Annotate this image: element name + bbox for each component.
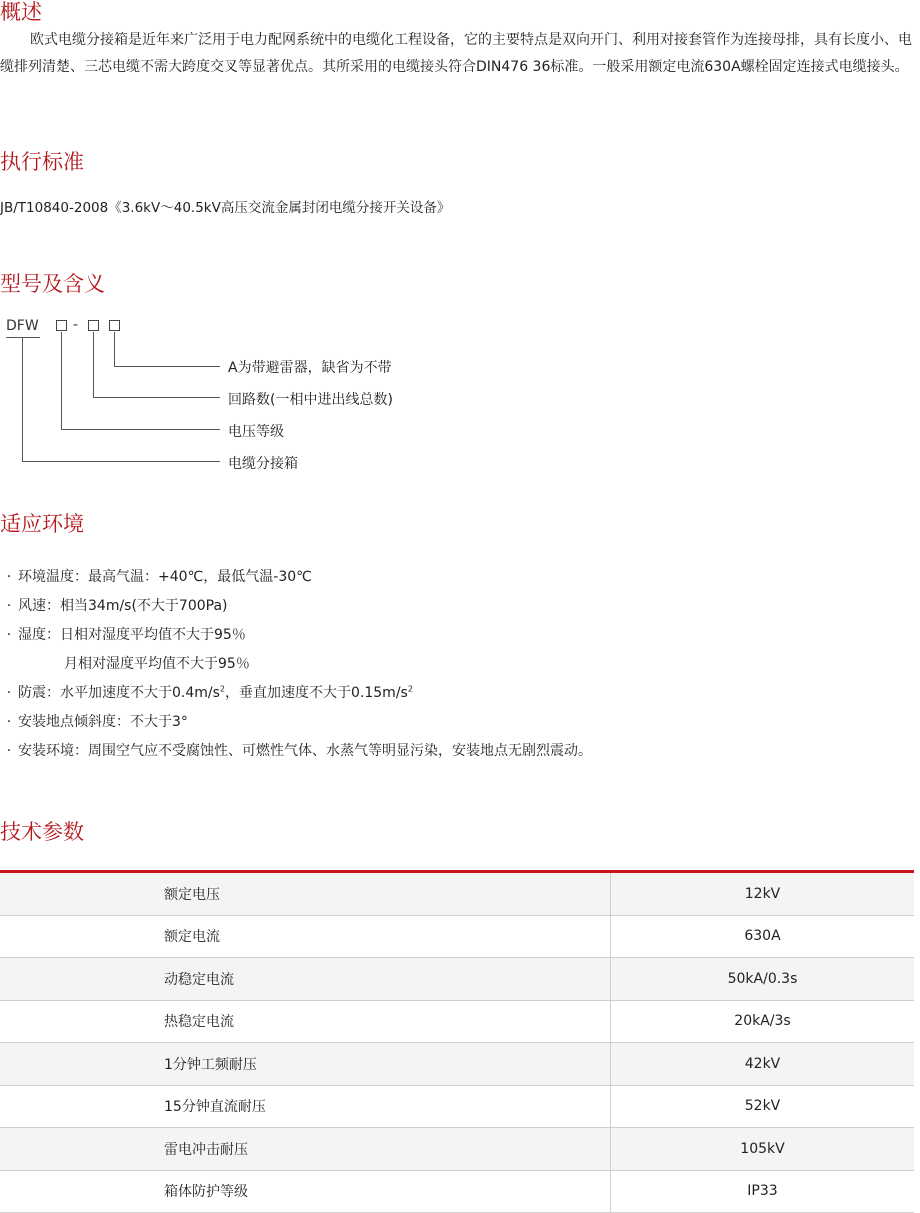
table-row [0,1128,914,1171]
legend-circuits: 回路数(一相中进出线总数) [228,392,393,408]
param-name: 1分钟工频耐压 [0,1043,611,1086]
model-box-arrester [109,320,120,331]
param-value: 50kA/0.3s [611,958,915,1001]
table-row [0,958,914,1001]
param-name: 动稳定电流 [0,958,611,1001]
tech-heading: 技术参数 [0,820,84,844]
param-value: 42kV [611,1043,915,1086]
table-row [0,1085,914,1128]
connector-line-box-h [22,461,220,462]
param-name: 额定电流 [0,915,611,958]
tech-table [0,870,914,1213]
standard-text: JB/T10840-2008《3.6kV～40.5kV高压交流金属封闭电缆分接开关设备》 [0,200,451,216]
env-item-site: · 安装环境：周围空气应不受腐蚀性、可燃性气体、水蒸气等明显污染，安装地点无剧烈震动。 [6,743,592,759]
legend-box: 电缆分接箱 [228,456,298,472]
legend-voltage: 电压等级 [228,424,284,440]
env-item-humidity-month: 月相对湿度平均值不大于95％ [64,656,250,672]
model-box-voltage [56,320,67,331]
param-name: 热稳定电流 [0,1000,611,1043]
connector-line-arrester-h [114,366,220,367]
table-row [0,1000,914,1043]
connector-line-arrester [114,332,115,366]
table-row [0,915,914,958]
param-value: 20kA/3s [611,1000,915,1043]
connector-line-circuits-h [93,397,220,398]
standard-heading: 执行标准 [0,150,84,174]
connector-line-circuits [93,332,94,397]
param-name: 15分钟直流耐压 [0,1085,611,1128]
model-heading: 型号及含义 [0,272,105,296]
connector-line-box [22,337,23,461]
env-item-wind: · 风速：相当34m/s(不大于700Pa) [6,598,228,614]
param-value: IP33 [611,1170,915,1213]
environment-list [0,563,592,766]
model-code: DFW [6,318,39,334]
param-name: 额定电压 [0,872,611,916]
model-box-circuits [88,320,99,331]
env-item-tilt: · 安装地点倾斜度：不大于3° [6,714,188,730]
param-name: 箱体防护等级 [0,1170,611,1213]
table-row [0,1170,914,1213]
legend-arrester: A为带避雷器，缺省为不带 [228,360,392,376]
env-item-temperature: · 环境温度：最高气温：+40℃，最低气温-30℃ [6,569,312,585]
table-row [0,1043,914,1086]
param-value: 12kV [611,872,915,916]
overview-heading: 概述 [0,0,42,24]
connector-line-voltage-h [61,429,220,430]
env-item-quake: · 防震：水平加速度不大于$0.4m/s^2$，垂直加速度不大于$0.15m/s^2$ [6,684,413,701]
environment-heading: 适应环境 [0,512,84,536]
connector-line-voltage [61,332,62,429]
param-value: 52kV [611,1085,915,1128]
param-value: 630A [611,915,915,958]
param-name: 雷电冲击耐压 [0,1128,611,1171]
table-row [0,872,914,916]
model-dash: - [73,317,79,333]
env-item-humidity-day: · 湿度：日相对湿度平均值不大于95％ [6,627,246,643]
model-code-underline [6,337,40,338]
overview-paragraph: 欧式电缆分接箱是近年来广泛用于电力配网系统中的电缆化工程设备，它的主要特点是双向开门、利用对接套管作为连接母排，具有长度小、电缆排列清楚、三芯电缆不需大跨度交叉等显著优点。其所采用的电缆接头符合DIN476 36标准。一般采用额定电流630A螺栓固定连接式电缆接头。 [0,32,912,75]
param-value: 105kV [611,1128,915,1171]
